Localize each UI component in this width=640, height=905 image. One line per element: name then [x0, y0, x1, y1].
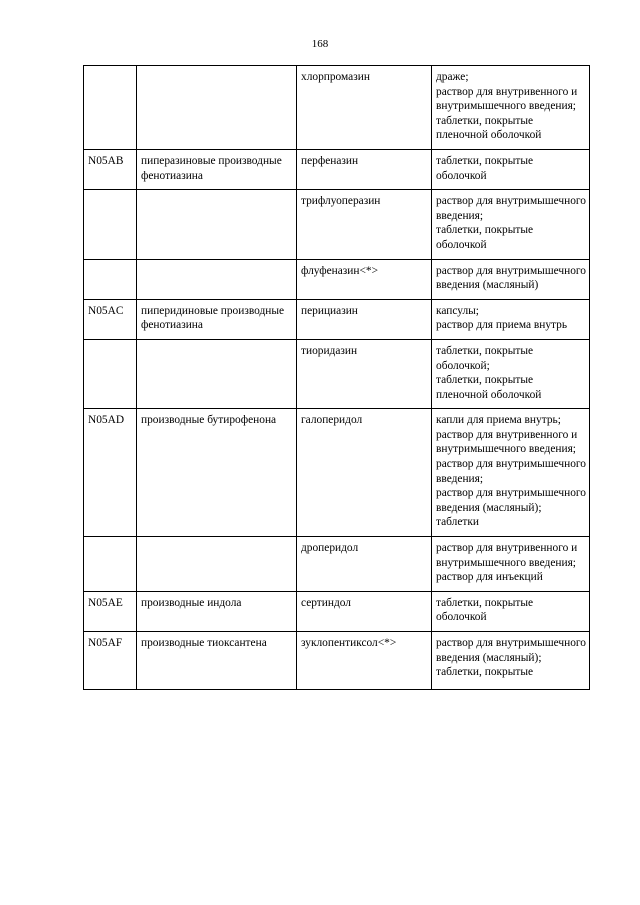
table-row	[84, 632, 590, 690]
dosage-forms-cell: драже; раствор для внутривенного и внутримышечного введения; таблетки, покрытые пленочной оболочкой	[432, 66, 590, 150]
dosage-forms-cell: таблетки, покрытые оболочкой; таблетки, покрытые пленочной оболочкой	[432, 339, 590, 408]
group-cell: пиперидиновые производные фенотиазина	[137, 299, 297, 339]
drug-name-cell: галоперидол	[297, 409, 432, 537]
dosage-forms-cell: таблетки, покрытые оболочкой	[432, 149, 590, 189]
group-cell	[137, 339, 297, 408]
dosage-forms-cell: таблетки, покрытые оболочкой	[432, 591, 590, 631]
group-cell: производные тиоксантена	[137, 632, 297, 690]
drug-name-cell: тиоридазин	[297, 339, 432, 408]
group-cell	[137, 537, 297, 592]
drug-name-cell: трифлуоперазин	[297, 190, 432, 259]
dosage-forms-cell: раствор для внутримышечного введения (масляный); таблетки, покрытые	[432, 632, 590, 690]
drug-name-cell: сертиндол	[297, 591, 432, 631]
table-row	[84, 409, 590, 537]
atc-code-cell	[84, 259, 137, 299]
drug-table	[83, 65, 590, 690]
table-row	[84, 339, 590, 408]
table-row	[84, 591, 590, 631]
atc-code-cell	[84, 537, 137, 592]
group-cell	[137, 259, 297, 299]
dosage-forms-cell: раствор для внутривенного и внутримышечного введения; раствор для инъекций	[432, 537, 590, 592]
group-cell	[137, 66, 297, 150]
drug-name-cell: флуфеназин<*>	[297, 259, 432, 299]
atc-code-cell: N05AF	[84, 632, 137, 690]
dosage-forms-cell: капсулы; раствор для приема внутрь	[432, 299, 590, 339]
drug-name-cell: хлорпромазин	[297, 66, 432, 150]
table-row	[84, 259, 590, 299]
atc-code-cell	[84, 190, 137, 259]
atc-code-cell: N05AC	[84, 299, 137, 339]
dosage-forms-cell: капли для приема внутрь; раствор для внутривенного и внутримышечного введения; раствор для внутримышечного введения; раствор для внутримышечного введения (масляный); таблетки	[432, 409, 590, 537]
atc-code-cell: N05AE	[84, 591, 137, 631]
table-row	[84, 537, 590, 592]
table-row	[84, 149, 590, 189]
table-row	[84, 299, 590, 339]
group-cell: производные бутирофенона	[137, 409, 297, 537]
drug-name-cell: перициазин	[297, 299, 432, 339]
drug-name-cell: перфеназин	[297, 149, 432, 189]
drug-name-cell: дроперидол	[297, 537, 432, 592]
dosage-forms-cell: раствор для внутримышечного введения (масляный)	[432, 259, 590, 299]
atc-code-cell: N05AB	[84, 149, 137, 189]
group-cell: пиперазиновые производные фенотиазина	[137, 149, 297, 189]
atc-code-cell	[84, 339, 137, 408]
drug-name-cell: зуклопентиксол<*>	[297, 632, 432, 690]
table-row	[84, 66, 590, 150]
atc-code-cell	[84, 66, 137, 150]
group-cell: производные индола	[137, 591, 297, 631]
page-number: 168	[311, 38, 329, 50]
atc-code-cell: N05AD	[84, 409, 137, 537]
group-cell	[137, 190, 297, 259]
dosage-forms-cell: раствор для внутримышечного введения; таблетки, покрытые оболочкой	[432, 190, 590, 259]
table-row	[84, 190, 590, 259]
